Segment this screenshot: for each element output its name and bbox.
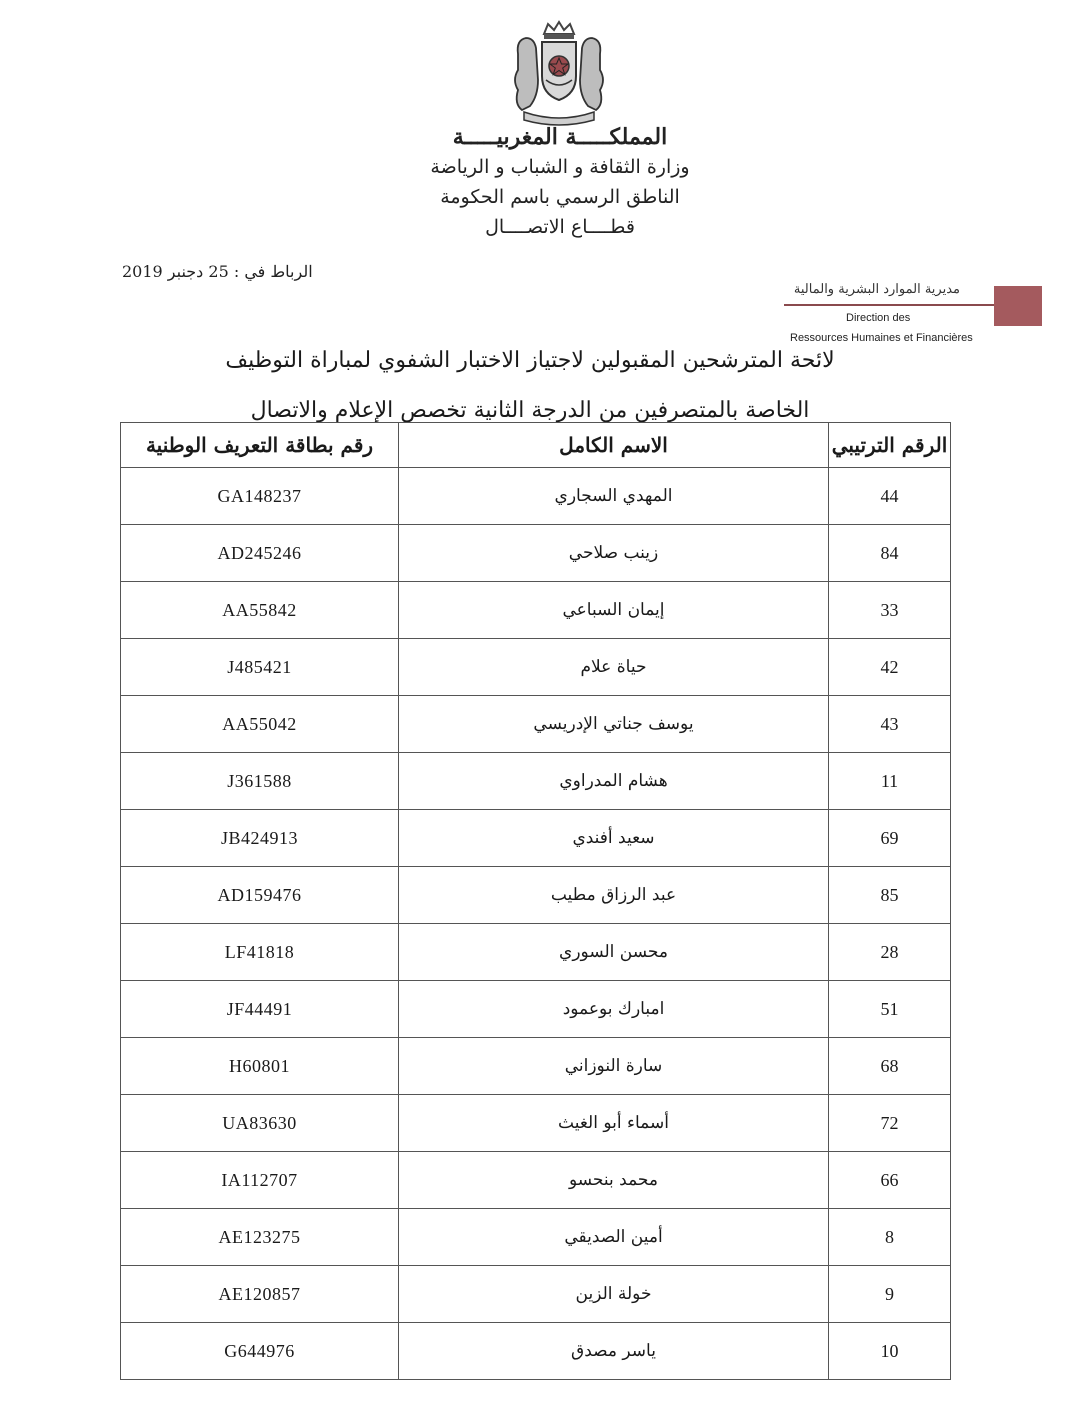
table-row — [121, 582, 951, 639]
national-id-cell: AD245246 — [121, 525, 399, 582]
national-id-cell: JB424913 — [121, 810, 399, 867]
national-id-cell: H60801 — [121, 1038, 399, 1095]
rank-number-cell: 11 — [829, 753, 951, 810]
full-name-cell: حياة علام — [399, 639, 829, 696]
candidates-table — [120, 422, 951, 1380]
full-name-cell: محمد بنحسو — [399, 1152, 829, 1209]
table-row — [121, 867, 951, 924]
full-name-cell: يوسف جناتي الإدريسي — [399, 696, 829, 753]
table-row — [121, 1038, 951, 1095]
full-name-cell: عبد الرزاق مطيب — [399, 867, 829, 924]
table-row — [121, 1209, 951, 1266]
table-row — [121, 1266, 951, 1323]
rank-number-cell: 10 — [829, 1323, 951, 1380]
ministry-name: وزارة الثقافة و الشباب و الرياضة — [430, 156, 690, 178]
national-id-cell: UA83630 — [121, 1095, 399, 1152]
table-row — [121, 1323, 951, 1380]
full-name-cell: أسماء أبو الغيث — [399, 1095, 829, 1152]
table-row — [121, 696, 951, 753]
full-name-cell: زينب صلاحي — [399, 525, 829, 582]
stamp-color-block — [994, 286, 1042, 326]
full-name-cell: أمين الصديقي — [399, 1209, 829, 1266]
stamp-divider — [784, 304, 996, 306]
rank-number-cell: 72 — [829, 1095, 951, 1152]
table-row — [121, 468, 951, 525]
full-name-cell: المهدي السجاري — [399, 468, 829, 525]
rank-number-cell: 43 — [829, 696, 951, 753]
ministry-header — [380, 122, 740, 242]
header-rank-number: الرقم الترتيبي — [829, 423, 951, 468]
national-id-cell: AE123275 — [121, 1209, 399, 1266]
table-row — [121, 525, 951, 582]
national-id-cell: G644976 — [121, 1323, 399, 1380]
table-row — [121, 1152, 951, 1209]
rank-number-cell: 51 — [829, 981, 951, 1038]
full-name-cell: سعيد أفندي — [399, 810, 829, 867]
rank-number-cell: 28 — [829, 924, 951, 981]
national-id-cell: J485421 — [121, 639, 399, 696]
royal-emblem-icon — [508, 20, 610, 128]
national-id-cell: LF41818 — [121, 924, 399, 981]
national-id-cell: AE120857 — [121, 1266, 399, 1323]
header-full-name: الاسم الكامل — [399, 423, 829, 468]
stamp-french-line2: Ressources Humaines et Financières — [790, 332, 973, 344]
rank-number-cell: 69 — [829, 810, 951, 867]
national-id-cell: IA112707 — [121, 1152, 399, 1209]
document-title — [200, 336, 860, 436]
table-header-row — [121, 423, 951, 468]
kingdom-title: المملكـــــة المغربيـــــة — [452, 124, 668, 150]
title-line-1: لائحة المترشحين المقبولين لاجتياز الاختبار الشفوي لمباراة التوظيف — [225, 348, 835, 373]
full-name-cell: امبارك بوعمود — [399, 981, 829, 1038]
full-name-cell: خولة الزين — [399, 1266, 829, 1323]
government-spokesman: الناطق الرسمي باسم الحكومة — [440, 186, 680, 208]
rank-number-cell: 66 — [829, 1152, 951, 1209]
title-line-2: الخاصة بالمتصرفين من الدرجة الثانية تخصص الإعلام والاتصال — [250, 398, 810, 423]
table-row — [121, 1095, 951, 1152]
rank-number-cell: 9 — [829, 1266, 951, 1323]
national-id-cell: J361588 — [121, 753, 399, 810]
full-name-cell: محسن السوري — [399, 924, 829, 981]
national-id-cell: JF44491 — [121, 981, 399, 1038]
full-name-cell: ياسر مصدق — [399, 1323, 829, 1380]
rank-number-cell: 33 — [829, 582, 951, 639]
table-row — [121, 810, 951, 867]
national-id-cell: AD159476 — [121, 867, 399, 924]
rank-number-cell: 42 — [829, 639, 951, 696]
stamp-arabic-text: مديرية الموارد البشرية والمالية — [793, 282, 960, 297]
rank-number-cell: 44 — [829, 468, 951, 525]
table-row — [121, 924, 951, 981]
full-name-cell: سارة النوزاني — [399, 1038, 829, 1095]
table-row — [121, 981, 951, 1038]
communication-sector: قطــــاع الاتصــــال — [485, 216, 635, 238]
rank-number-cell: 84 — [829, 525, 951, 582]
table-row — [121, 639, 951, 696]
header-national-id: رقم بطاقة التعريف الوطنية — [121, 423, 399, 468]
rank-number-cell: 68 — [829, 1038, 951, 1095]
table-row — [121, 753, 951, 810]
stamp-french-line1: Direction des — [846, 312, 911, 324]
full-name-cell: إيمان السباعي — [399, 582, 829, 639]
rank-number-cell: 85 — [829, 867, 951, 924]
document-date: الرباط في : 25 دجنبر 2019 — [122, 262, 313, 281]
national-id-cell: AA55042 — [121, 696, 399, 753]
rank-number-cell: 8 — [829, 1209, 951, 1266]
national-id-cell: GA148237 — [121, 468, 399, 525]
full-name-cell: هشام المدراوي — [399, 753, 829, 810]
national-id-cell: AA55842 — [121, 582, 399, 639]
